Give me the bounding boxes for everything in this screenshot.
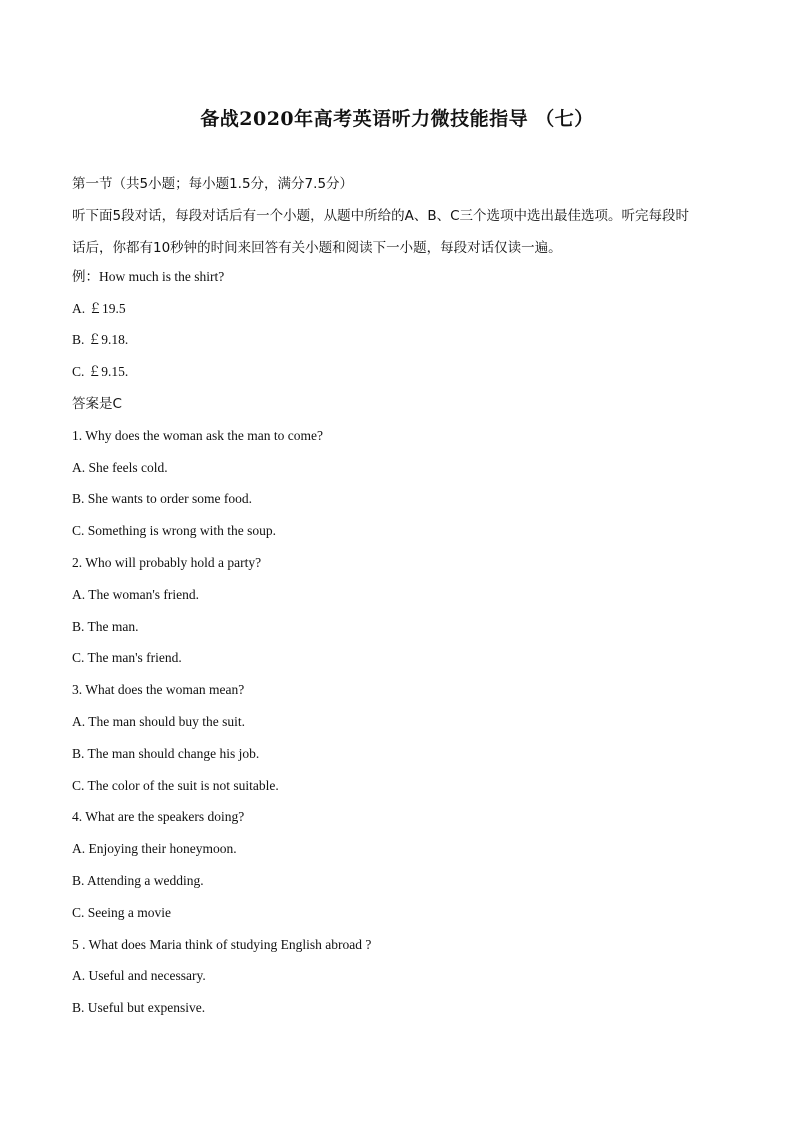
question-1-option-c: C. Something is wrong with the soup. (72, 523, 277, 539)
question-2: 2. Who will probably hold a party? (72, 554, 262, 570)
section-heading: 第一节（共5小题；每小题1.5分，满分7.5分） (72, 176, 354, 192)
question-1-option-b: B. She wants to order some food. (72, 491, 252, 507)
example-option-b: B. ￡9.18. (72, 332, 129, 348)
example-option-c: C. ￡9.15. (72, 364, 129, 380)
question-4-option-a: A. Enjoying their honeymoon. (72, 841, 237, 857)
question-3-option-b: B. The man should change his job. (72, 745, 260, 761)
example-answer: 答案是C (72, 395, 122, 412)
question-4-option-c: C. Seeing a movie (72, 904, 171, 920)
question-4: 4. What are the speakers doing? (72, 809, 245, 825)
question-5-option-a: A. Useful and necessary. (72, 968, 206, 984)
question-3: 3. What does the woman mean? (72, 682, 245, 698)
question-2-option-b: B. The man. (72, 618, 139, 634)
question-5: 5 . What does Maria think of studying English abroad ? (72, 936, 372, 952)
instructions-line-2: 话后，你都有10秒钟的时间来回答有关小题和阅读下一小题，每段对话仅读一遍。 (72, 239, 562, 256)
question-3-option-a: A. The man should buy the suit. (72, 713, 245, 729)
question-5-option-b: B. Useful but expensive. (72, 1000, 206, 1016)
example-question: 例：How much is the shirt? (72, 268, 225, 284)
example-option-a: A. ￡19.5 (72, 300, 126, 316)
instructions-line-1: 听下面5段对话，每段对话后有一个小题，从题中所给的A、B、C三个选项中选出最佳选项。听完每段时 (72, 207, 690, 224)
question-1: 1. Why does the woman ask the man to come? (72, 427, 323, 443)
document-body (72, 174, 724, 1030)
question-1-option-a: A. She feels cold. (72, 459, 168, 475)
question-4-option-b: B. Attending a wedding. (72, 872, 204, 888)
page-title: 备战2020年高考英语听力微技能指导 （七） (200, 108, 594, 130)
question-3-option-c: C. The color of the suit is not suitable. (72, 777, 279, 793)
question-2-option-c: C. The man's friend. (72, 650, 182, 666)
section-instructions (72, 200, 724, 264)
question-2-option-a: A. The woman's friend. (72, 586, 200, 602)
